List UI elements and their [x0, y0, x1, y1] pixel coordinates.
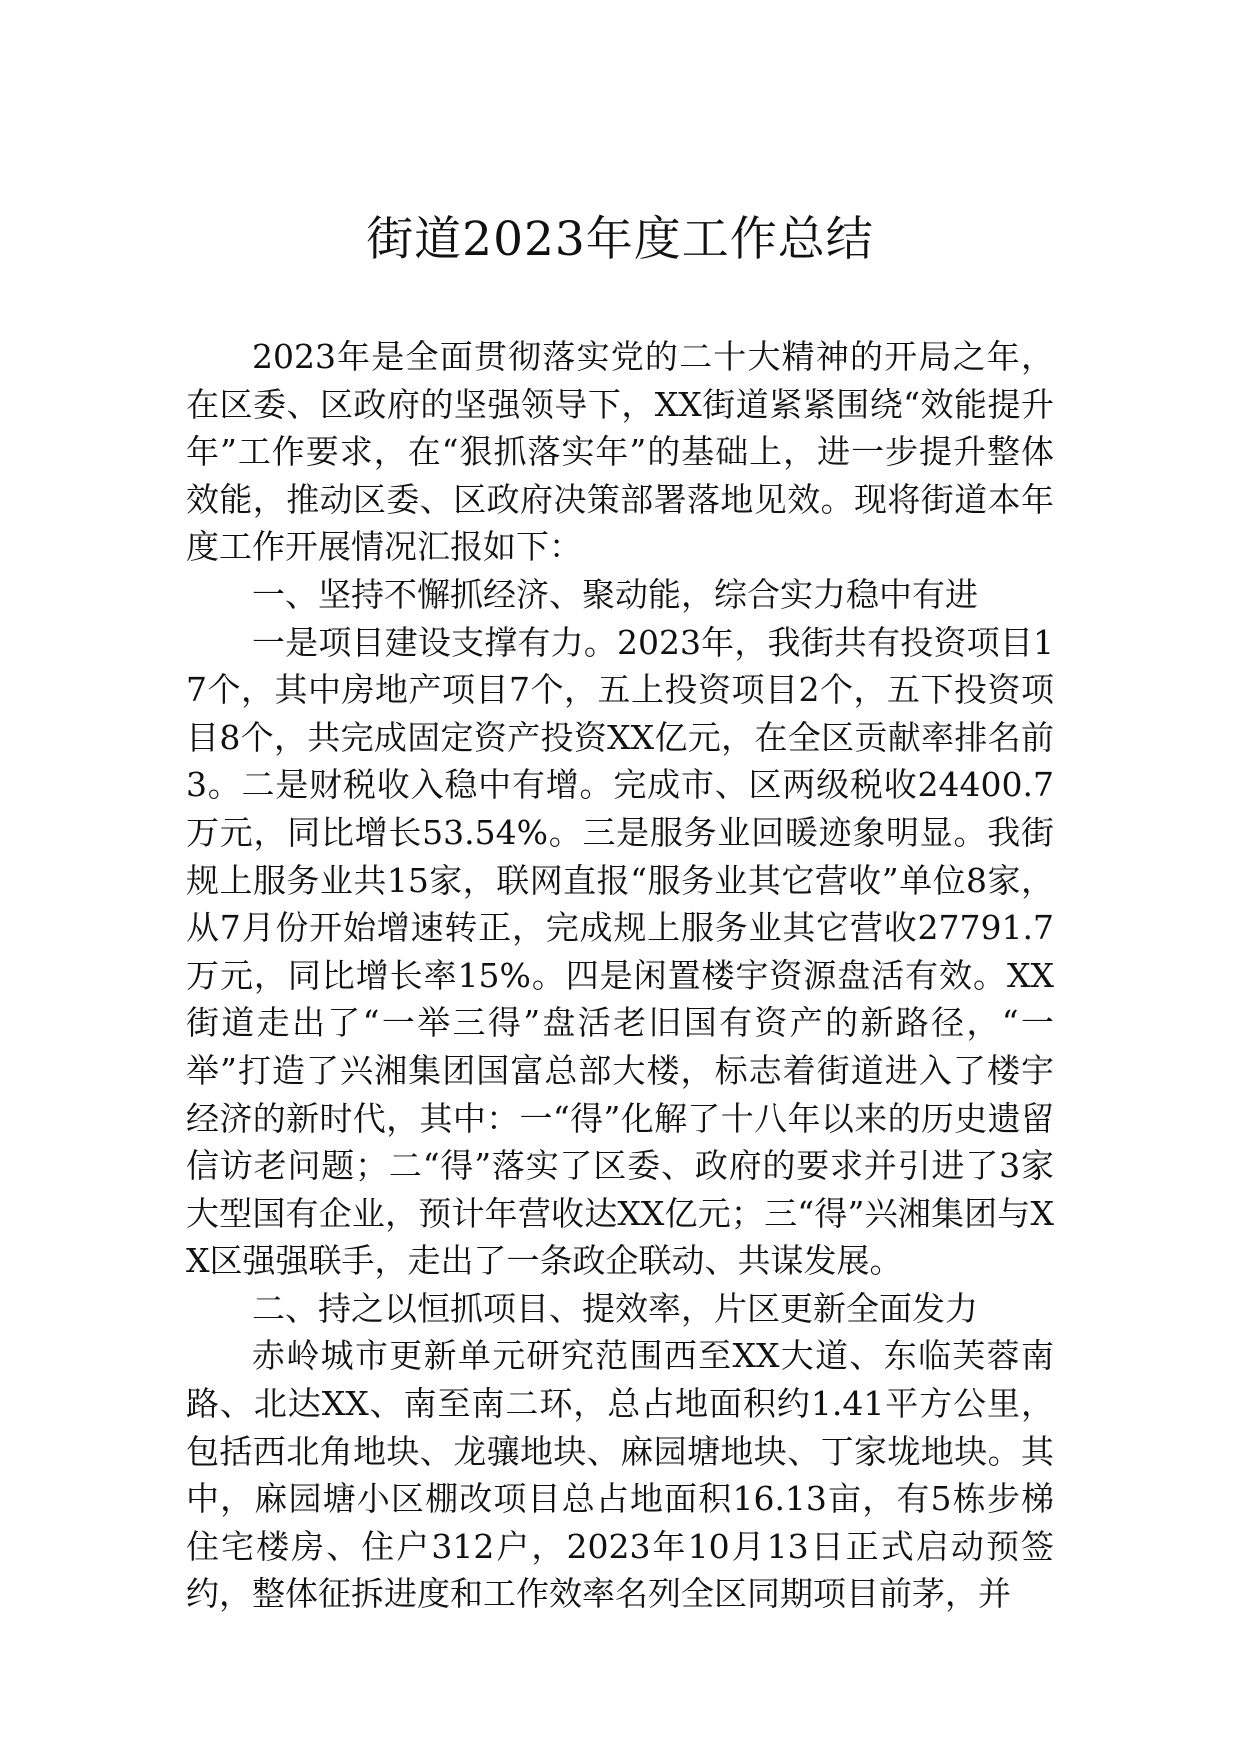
section-heading-2: 二、持之以恒抓项目、提效率，片区更新全面发力	[252, 1288, 978, 1328]
section-2-paragraph: 赤岭城市更新单元研究范围西至XX大道、东临芙蓉南路、北达XX、南至南二环，总占地面积约1.41平方公里，包括西北角地块、龙骧地块、麻园塘地块、丁家垅地块。其中，麻园塘小区棚改项目总占地面积16.13亩，有5栋步梯住宅楼房、住户312户，2023年10月13日正式启动预签约，整体征拆进度和工作效率名列全区同期项目前茅，并	[186, 1336, 1054, 1614]
section-1-paragraph: 一是项目建设支撑有力。2023年，我街共有投资项目17个，其中房地产项目7个，五上投资项目2个，五下投资项目8个，共完成固定资产投资XX亿元，在全区贡献率排名前3。二是财税收入稳中有增。完成市、区两级税收24400.7万元，同比增长53.54%。三是服务业回暖迹象明显。我街规上服务业共15家，联网直报“服务业其它营收”单位8家，从7月份开始增速转正，完成规上服务业其它营收27791.7万元，同比增长率15%。四是闲置楼宇资源盘活有效。XX街道走出了“一举三得”盘活老旧国有资产的新路径，“一举”打造了兴湘集团国富总部大楼，标志着街道进入了楼宇经济的新时代，其中：一“得”化解了十八年以来的历史遗留信访老问题；二“得”落实了区委、政府的要求并引进了3家大型国有企业，预计年营收达XX亿元；三“得”兴湘集团与XX区强强联手，走出了一条政企联动、共谋发展。	[186, 622, 1054, 1281]
section-heading-1: 一、坚持不懈抓经济、聚动能，综合实力稳中有进	[252, 574, 978, 614]
intro-paragraph: 2023年是全面贯彻落实党的二十大精神的开局之年，在区委、区政府的坚强领导下，XX街道紧紧围绕“效能提升年”工作要求，在“狠抓落实年”的基础上，进一步提升整体效能，推动区委、区政府决策部署落地见效。现将街道本年度工作开展情况汇报如下：	[186, 337, 1054, 567]
document-title: 街道2023年度工作总结	[366, 212, 874, 267]
document-body	[186, 333, 1054, 1618]
